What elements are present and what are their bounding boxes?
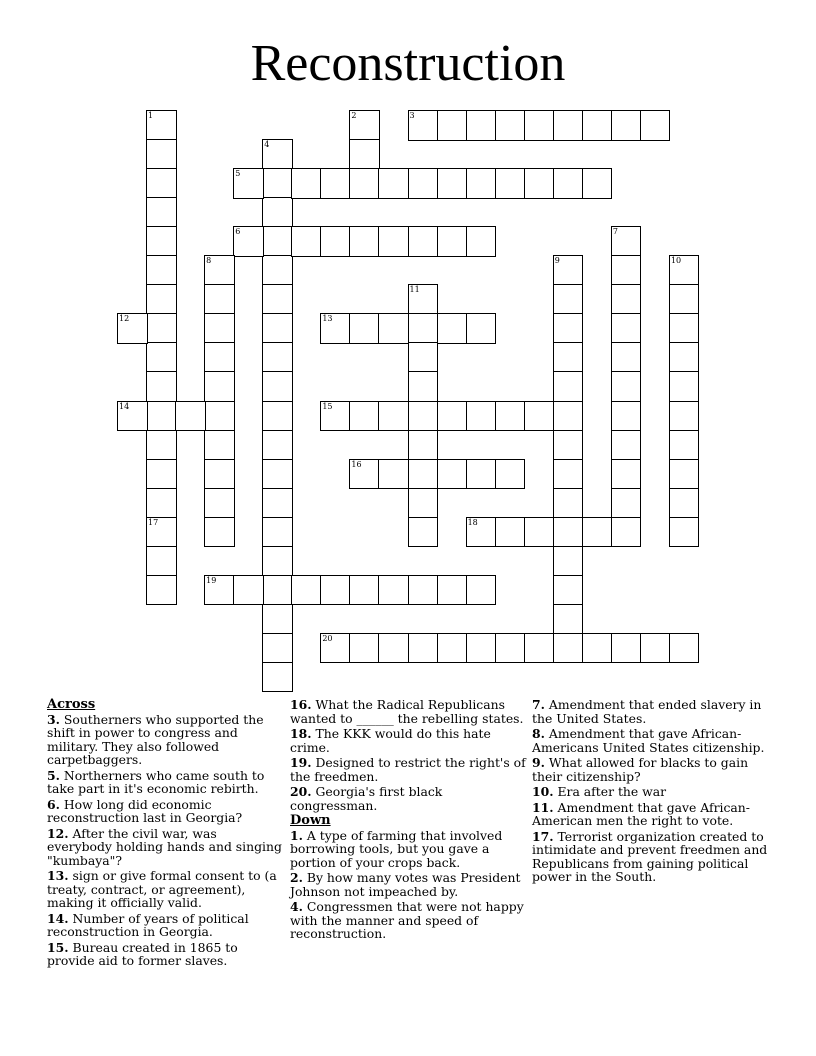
grid-cell[interactable] (437, 110, 468, 141)
grid-cell[interactable] (408, 633, 439, 664)
grid-cell[interactable] (495, 517, 526, 548)
grid-cell[interactable] (408, 575, 439, 606)
clue-text: Number of years of political reconstruction in Georgia. (47, 910, 249, 939)
grid-cell[interactable] (291, 226, 322, 257)
grid-cell[interactable] (349, 459, 380, 490)
grid-cell[interactable] (146, 139, 177, 170)
grid-cell[interactable] (669, 342, 700, 373)
grid-cell[interactable] (262, 633, 293, 664)
grid-cell[interactable] (466, 110, 497, 141)
grid-cell[interactable] (524, 517, 555, 548)
clue-number: 3. (47, 711, 60, 727)
grid-cell[interactable] (349, 110, 380, 141)
clue-text: Northerners who came south to take part in it's economic rebirth. (47, 767, 265, 796)
grid-cell[interactable] (146, 110, 177, 141)
grid-cell[interactable] (320, 226, 351, 257)
clue-number: 18. (290, 726, 312, 741)
grid-cell[interactable] (262, 604, 293, 635)
grid-cell[interactable] (640, 110, 671, 141)
clue-number: 13 (322, 314, 333, 324)
clue-number: 15. (47, 939, 69, 955)
clue-number: 17. (532, 828, 554, 844)
grid-cell[interactable] (408, 226, 439, 257)
grid-cell[interactable] (611, 110, 642, 141)
grid-cell[interactable] (669, 371, 700, 402)
grid-cell[interactable] (466, 226, 497, 257)
grid-cell[interactable] (553, 517, 584, 548)
grid-cell[interactable] (553, 604, 584, 635)
clue-number: 9 (554, 256, 560, 266)
clue-item (290, 871, 526, 898)
clue-item (47, 912, 283, 939)
clue-number: 16. (290, 697, 312, 712)
grid-cell[interactable] (349, 313, 380, 344)
clue-number: 10 (670, 256, 682, 266)
grid-cell[interactable] (262, 284, 293, 315)
grid-cell[interactable] (320, 401, 351, 432)
clue-number: 15 (322, 401, 333, 411)
clue-item (532, 830, 768, 884)
grid-cell[interactable] (553, 633, 584, 664)
clue-item (47, 869, 283, 910)
clue-text: By how many votes was President Johnson not impeached by. (290, 870, 521, 899)
grid-cell[interactable] (495, 401, 526, 432)
grid-cell[interactable] (378, 313, 409, 344)
clue-number: 11. (532, 799, 554, 815)
grid-cell[interactable] (611, 226, 642, 257)
clue-number: 19. (290, 755, 312, 770)
grid-cell[interactable] (611, 517, 642, 548)
grid-cell[interactable] (378, 633, 409, 664)
clue-item (290, 756, 526, 783)
grid-cell[interactable] (146, 255, 177, 286)
clue-text: Southerners who supported the shift in power to congress and military. They also followed carpetbaggers. (47, 711, 264, 767)
grid-cell[interactable] (204, 342, 235, 373)
grid-cell[interactable] (553, 255, 584, 286)
clue-item (290, 727, 526, 754)
grid-cell[interactable] (408, 488, 439, 519)
grid-cell[interactable] (408, 168, 439, 199)
clue-number: 6. (47, 796, 60, 812)
grid-cell[interactable] (204, 284, 235, 315)
clue-column-2 (290, 698, 526, 943)
clue-item (290, 785, 526, 812)
grid-cell[interactable] (262, 517, 293, 548)
clue-text: Georgia's first black congressman. (290, 784, 443, 813)
grid-cell[interactable] (669, 313, 700, 344)
grid-cell[interactable] (349, 401, 380, 432)
grid-cell[interactable] (146, 430, 177, 461)
clue-item (290, 900, 526, 941)
clue-number: 2 (351, 111, 357, 120)
clue-text: Terrorist organization created to intimidate and prevent freedmen and Republicans from gaining political power in the South. (532, 828, 768, 884)
clue-column-3 (532, 698, 768, 886)
grid-cell[interactable] (611, 488, 642, 519)
clue-item (47, 769, 283, 796)
grid-cell[interactable] (262, 139, 293, 170)
grid-cell[interactable] (640, 633, 671, 664)
grid-cell[interactable] (524, 401, 555, 432)
clue-text: Era after the war (553, 784, 667, 799)
grid-cell[interactable] (349, 575, 380, 606)
grid-cell[interactable] (204, 255, 235, 286)
clue-number: 16 (351, 459, 362, 469)
grid-cell[interactable] (146, 401, 177, 432)
across-heading: Across (47, 697, 96, 712)
grid-cell[interactable] (408, 517, 439, 548)
clue-text: The KKK would do this hate crime. (290, 726, 491, 755)
down-heading: Down (290, 813, 331, 828)
grid-cell[interactable] (204, 430, 235, 461)
grid-cell[interactable] (204, 313, 235, 344)
grid-cell[interactable] (262, 546, 293, 577)
grid-cell[interactable] (553, 371, 584, 402)
clue-text: Amendment that ended slavery in the United States. (532, 697, 762, 726)
grid-cell[interactable] (117, 313, 148, 344)
grid-cell[interactable] (262, 197, 293, 228)
clue-number: 20 (322, 633, 333, 643)
grid-cell[interactable] (146, 517, 177, 548)
clue-item (47, 827, 283, 868)
grid-cell[interactable] (349, 139, 380, 170)
grid-cell[interactable] (466, 517, 497, 548)
clue-text: How long did economic reconstruction last in Georgia? (47, 796, 243, 825)
clue-number: 12. (47, 825, 69, 841)
clue-number: 1. (290, 827, 303, 843)
clue-number: 11 (409, 285, 420, 295)
grid-cell[interactable] (437, 401, 468, 432)
grid-cell[interactable] (233, 226, 264, 257)
grid-cell[interactable] (146, 371, 177, 402)
grid-cell[interactable] (437, 575, 468, 606)
grid-cell[interactable] (495, 633, 526, 664)
grid-cell[interactable] (408, 401, 439, 432)
clue-number: 9. (532, 755, 545, 770)
grid-cell[interactable] (291, 575, 322, 606)
clue-text: After the civil war, was everybody holding hands and singing "kumbaya"? (47, 825, 282, 868)
grid-cell[interactable] (291, 168, 322, 199)
grid-cell[interactable] (408, 342, 439, 373)
grid-cell[interactable] (146, 197, 177, 228)
clue-number: 2. (290, 870, 303, 885)
grid-cell[interactable] (408, 430, 439, 461)
clue-number: 13. (47, 868, 69, 883)
grid-cell[interactable] (611, 633, 642, 664)
grid-cell[interactable] (553, 342, 584, 373)
grid-cell[interactable] (262, 575, 293, 606)
grid-cell[interactable] (582, 633, 613, 664)
clue-item (532, 801, 768, 828)
grid-cell[interactable] (582, 517, 613, 548)
grid-cell[interactable] (408, 313, 439, 344)
grid-cell[interactable] (146, 284, 177, 315)
grid-cell[interactable] (146, 575, 177, 606)
grid-cell[interactable] (553, 313, 584, 344)
clue-number: 14. (47, 910, 69, 926)
grid-cell[interactable] (320, 633, 351, 664)
grid-cell[interactable] (320, 575, 351, 606)
grid-cell[interactable] (553, 110, 584, 141)
page-title: Reconstruction (250, 35, 566, 92)
grid-cell[interactable] (204, 517, 235, 548)
grid-cell[interactable] (611, 430, 642, 461)
grid-cell[interactable] (437, 226, 468, 257)
grid-cell[interactable] (146, 342, 177, 373)
grid-cell[interactable] (466, 459, 497, 490)
clue-text: A type of farming that involved borrowing tools, but you gave a portion of your crops back. (290, 827, 503, 870)
clue-item (290, 829, 526, 870)
clue-number: 14 (119, 401, 130, 411)
grid-cell[interactable] (669, 401, 700, 432)
clue-item (532, 785, 768, 799)
clue-item (47, 798, 283, 825)
clue-text: Congressmen that were not happy with the manner and speed of reconstruction. (290, 899, 524, 941)
grid-cell[interactable] (262, 662, 293, 693)
grid-cell[interactable] (146, 226, 177, 257)
clue-number: 3 (409, 111, 415, 120)
grid-cell[interactable] (495, 459, 526, 490)
grid-cell[interactable] (204, 575, 235, 606)
grid-cell[interactable] (466, 633, 497, 664)
grid-cell[interactable] (204, 459, 235, 490)
grid-cell[interactable] (262, 488, 293, 519)
grid-cell[interactable] (320, 313, 351, 344)
clue-number: 6 (235, 227, 241, 237)
grid-cell[interactable] (553, 401, 584, 432)
clue-number: 8. (532, 726, 545, 741)
grid-cell[interactable] (553, 488, 584, 519)
clue-text: sign or give formal consent to (a treaty, contract, or agreement), making it officially valid. (47, 868, 277, 910)
grid-cell[interactable] (524, 110, 555, 141)
grid-cell[interactable] (146, 546, 177, 577)
clue-item (47, 713, 283, 767)
grid-cell[interactable] (553, 284, 584, 315)
grid-cell[interactable] (611, 342, 642, 373)
grid-cell[interactable] (553, 546, 584, 577)
grid-cell[interactable] (378, 459, 409, 490)
clue-text: What allowed for blacks to gain their citizenship? (532, 755, 749, 784)
grid-cell[interactable] (146, 488, 177, 519)
grid-cell[interactable] (408, 371, 439, 402)
clue-number: 4. (290, 899, 303, 914)
grid-cell[interactable] (553, 168, 584, 199)
grid-cell[interactable] (611, 401, 642, 432)
grid-cell[interactable] (204, 371, 235, 402)
grid-cell[interactable] (262, 371, 293, 402)
clue-number: 7. (532, 697, 545, 712)
grid-cell[interactable] (669, 430, 700, 461)
grid-cell[interactable] (582, 168, 613, 199)
clue-number: 12 (119, 314, 130, 324)
grid-cell[interactable] (233, 168, 264, 199)
grid-cell[interactable] (437, 168, 468, 199)
clue-number: 8 (206, 256, 212, 266)
grid-cell[interactable] (466, 168, 497, 199)
clue-item (532, 698, 768, 725)
clue-item (532, 756, 768, 783)
grid-cell[interactable] (669, 255, 700, 286)
grid-cell[interactable] (146, 459, 177, 490)
grid-cell[interactable] (611, 371, 642, 402)
grid-cell[interactable] (669, 488, 700, 519)
grid-cell[interactable] (408, 284, 439, 315)
grid-cell[interactable] (466, 313, 497, 344)
grid-cell[interactable] (378, 226, 409, 257)
grid-cell[interactable] (495, 168, 526, 199)
clue-number: 5. (47, 767, 60, 783)
grid-cell[interactable] (262, 430, 293, 461)
clue-column-1 (47, 698, 283, 970)
grid-cell[interactable] (437, 313, 468, 344)
grid-cell[interactable] (408, 110, 439, 141)
grid-cell[interactable] (669, 633, 700, 664)
grid-cell[interactable] (582, 110, 613, 141)
grid-cell[interactable] (611, 459, 642, 490)
grid-cell[interactable] (669, 459, 700, 490)
grid-cell[interactable] (262, 226, 293, 257)
clue-number: 10. (532, 784, 554, 799)
clue-text: Amendment that gave African-Americans United States citizenship. (532, 726, 765, 755)
grid-cell[interactable] (117, 401, 148, 432)
grid-cell[interactable] (262, 313, 293, 344)
grid-cell[interactable] (611, 255, 642, 286)
grid-cell[interactable] (204, 488, 235, 519)
clue-text: Designed to restrict the right's of the freedmen. (290, 755, 526, 784)
grid-cell[interactable] (408, 459, 439, 490)
clue-number: 4 (264, 140, 270, 150)
grid-cell[interactable] (262, 255, 293, 286)
clue-number: 5 (235, 169, 241, 179)
grid-cell[interactable] (204, 401, 235, 432)
clue-number: 19 (206, 575, 217, 585)
grid-cell[interactable] (466, 575, 497, 606)
clue-text: Bureau created in 1865 to provide aid to former slaves. (47, 939, 238, 968)
grid-cell[interactable] (175, 401, 206, 432)
grid-cell[interactable] (378, 168, 409, 199)
grid-cell[interactable] (262, 342, 293, 373)
grid-cell[interactable] (262, 459, 293, 490)
clue-text: What the Radical Republicans wanted to ______ the rebelling states. (290, 697, 524, 726)
clue-item (47, 941, 283, 968)
grid-cell[interactable] (553, 575, 584, 606)
grid-cell[interactable] (437, 459, 468, 490)
grid-cell[interactable] (378, 401, 409, 432)
clue-text: Amendment that gave African-American men the right to vote. (532, 799, 750, 828)
grid-cell[interactable] (495, 110, 526, 141)
grid-cell[interactable] (262, 168, 293, 199)
grid-cell[interactable] (553, 459, 584, 490)
grid-cell[interactable] (349, 226, 380, 257)
clue-item (532, 727, 768, 754)
grid-cell[interactable] (611, 284, 642, 315)
grid-cell[interactable] (669, 517, 700, 548)
grid-cell[interactable] (320, 168, 351, 199)
clue-item (290, 698, 526, 725)
grid-cell[interactable] (553, 430, 584, 461)
grid-cell[interactable] (378, 575, 409, 606)
grid-cell[interactable] (146, 168, 177, 199)
grid-cell[interactable] (669, 284, 700, 315)
grid-cell[interactable] (146, 313, 177, 344)
clue-number: 20. (290, 784, 312, 799)
grid-cell[interactable] (524, 168, 555, 199)
clue-number: 18 (467, 517, 478, 527)
grid-cell[interactable] (349, 168, 380, 199)
grid-cell[interactable] (349, 633, 380, 664)
grid-cell[interactable] (437, 633, 468, 664)
clue-number: 1 (148, 111, 154, 120)
grid-cell[interactable] (233, 575, 264, 606)
grid-cell[interactable] (611, 313, 642, 344)
clue-number: 17 (148, 517, 159, 527)
grid-cell[interactable] (262, 401, 293, 432)
grid-cell[interactable] (524, 633, 555, 664)
grid-cell[interactable] (466, 401, 497, 432)
clue-number: 7 (612, 227, 618, 237)
